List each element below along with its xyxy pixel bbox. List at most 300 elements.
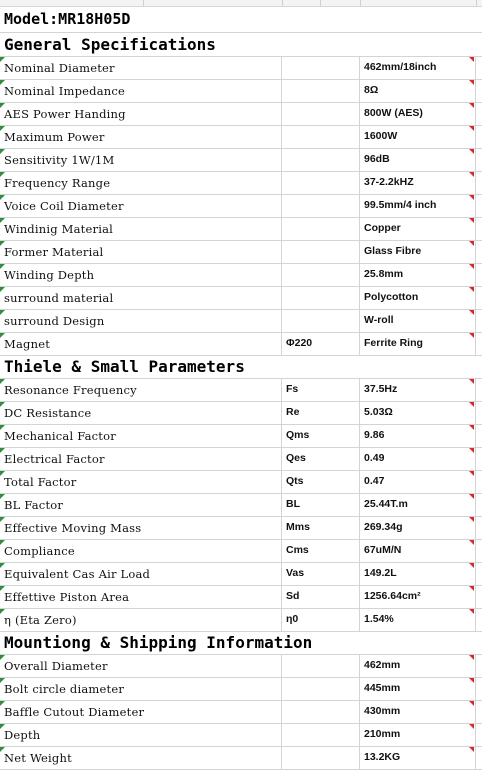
spec-label: Overall Diameter (4, 659, 108, 673)
spec-symbol-cell[interactable] (282, 540, 360, 562)
comment-indicator-icon (469, 425, 474, 430)
spec-row[interactable] (0, 678, 482, 701)
empty-cell[interactable] (476, 448, 482, 470)
spec-symbol-cell[interactable] (282, 609, 360, 631)
spec-value: 800W (AES) (364, 107, 423, 119)
spec-symbol-cell[interactable] (282, 103, 360, 125)
spec-label: Total Factor (4, 475, 77, 489)
error-indicator-icon (0, 517, 5, 522)
spec-symbol-cell[interactable] (282, 149, 360, 171)
spec-symbol (282, 107, 286, 119)
comment-indicator-icon (469, 724, 474, 729)
spec-row[interactable] (0, 264, 482, 287)
spec-row[interactable] (0, 241, 482, 264)
spec-symbol-cell[interactable] (282, 494, 360, 516)
spec-value-cell[interactable] (360, 310, 476, 332)
error-indicator-icon (0, 287, 5, 292)
spec-row[interactable] (0, 540, 482, 563)
spec-label-cell[interactable] (0, 149, 282, 171)
spec-label: surround Design (4, 314, 105, 328)
spec-symbol-cell[interactable] (282, 218, 360, 240)
empty-cell[interactable] (476, 195, 482, 217)
spec-label: DC Resistance (4, 406, 92, 420)
comment-indicator-icon (469, 57, 474, 62)
spec-symbol (282, 314, 286, 326)
spec-symbol (282, 291, 286, 303)
spec-symbol: Fs (286, 383, 299, 395)
spec-symbol: Cms (286, 544, 309, 556)
spec-symbol-cell[interactable] (282, 425, 360, 447)
spec-symbol-cell[interactable] (282, 195, 360, 217)
error-indicator-icon (0, 310, 5, 315)
error-indicator-icon (0, 678, 5, 683)
spec-symbol: Vas (286, 567, 305, 579)
spec-label: Bolt circle diameter (4, 682, 125, 696)
empty-cell[interactable] (476, 701, 482, 723)
spec-row[interactable] (0, 701, 482, 724)
error-indicator-icon (0, 724, 5, 729)
spec-label: η (Eta Zero) (4, 613, 77, 627)
spec-value: W-roll (364, 314, 394, 326)
spec-row[interactable] (0, 425, 482, 448)
spec-label: Baffle Cutout Diameter (4, 705, 145, 719)
empty-cell[interactable] (476, 333, 482, 355)
spec-label-cell[interactable] (0, 494, 282, 516)
spec-label-cell[interactable] (0, 80, 282, 102)
spec-row[interactable] (0, 609, 482, 632)
spec-label-cell[interactable] (0, 218, 282, 240)
spec-label: Sensitivity 1W/1M (4, 153, 115, 167)
comment-indicator-icon (469, 264, 474, 269)
spec-label: Mechanical Factor (4, 429, 116, 443)
model-title[interactable] (0, 8, 482, 32)
spec-label: Frequency Range (4, 176, 111, 190)
column-header-strip (0, 0, 482, 7)
spec-label-cell[interactable] (0, 540, 282, 562)
spec-label-cell[interactable] (0, 586, 282, 608)
spec-label: BL Factor (4, 498, 64, 512)
spec-row[interactable] (0, 287, 482, 310)
spec-symbol (282, 728, 286, 740)
spec-label-cell[interactable] (0, 402, 282, 424)
empty-cell[interactable] (476, 540, 482, 562)
comment-indicator-icon (469, 563, 474, 568)
error-indicator-icon (0, 586, 5, 591)
spec-row[interactable] (0, 517, 482, 540)
spec-symbol-cell[interactable] (282, 126, 360, 148)
error-indicator-icon (0, 609, 5, 614)
empty-cell[interactable] (476, 172, 482, 194)
spec-value-cell[interactable] (360, 241, 476, 263)
spec-symbol-cell[interactable] (282, 379, 360, 401)
spec-symbol: BL (286, 498, 300, 510)
spec-row[interactable] (0, 218, 482, 241)
error-indicator-icon (0, 333, 5, 338)
comment-indicator-icon (469, 172, 474, 177)
spec-label-cell[interactable] (0, 126, 282, 148)
spec-value-cell[interactable] (360, 586, 476, 608)
error-indicator-icon (0, 103, 5, 108)
spec-value-cell[interactable] (360, 402, 476, 424)
spec-row[interactable] (0, 333, 482, 356)
spec-symbol (282, 61, 286, 73)
comment-indicator-icon (469, 701, 474, 706)
spec-symbol: η0 (286, 613, 299, 625)
empty-cell[interactable] (476, 655, 482, 677)
spec-symbol (282, 153, 286, 165)
section-heading-row[interactable] (0, 34, 482, 57)
comment-indicator-icon (469, 448, 474, 453)
spec-value-cell[interactable] (360, 609, 476, 631)
section-heading: Mountiong & Shipping Information (4, 633, 313, 652)
error-indicator-icon (0, 425, 5, 430)
spec-symbol-cell[interactable] (282, 310, 360, 332)
spec-label: Winding Depth (4, 268, 95, 282)
spec-label-cell[interactable] (0, 172, 282, 194)
error-indicator-icon (0, 655, 5, 660)
spec-value: 5.03Ω (364, 406, 393, 418)
spec-label: Effettive Piston Area (4, 590, 130, 604)
spec-value: 8Ω (364, 84, 379, 96)
spec-symbol (282, 84, 286, 96)
spec-value: 430mm (364, 705, 401, 717)
error-indicator-icon (0, 448, 5, 453)
error-indicator-icon (0, 126, 5, 131)
spec-label: Resonance Frequency (4, 383, 137, 397)
spec-symbol (282, 751, 286, 763)
error-indicator-icon (0, 264, 5, 269)
spec-label-cell[interactable] (0, 264, 282, 286)
spec-label: Compliance (4, 544, 75, 558)
spec-value-cell[interactable] (360, 563, 476, 585)
spec-row[interactable] (0, 103, 482, 126)
comment-indicator-icon (469, 287, 474, 292)
spec-value: Ferrite Ring (364, 337, 423, 349)
spec-symbol-cell[interactable] (282, 333, 360, 355)
spec-value: 149.2L (364, 567, 397, 579)
spec-symbol: Qts (286, 475, 304, 487)
spec-label: Electrical Factor (4, 452, 105, 466)
empty-cell[interactable] (476, 494, 482, 516)
spec-row[interactable] (0, 448, 482, 471)
spec-label-cell[interactable] (0, 103, 282, 125)
section-heading: General Specifications (4, 35, 216, 54)
empty-cell[interactable] (476, 241, 482, 263)
spec-value-cell[interactable] (360, 448, 476, 470)
spec-label-cell[interactable] (0, 747, 282, 769)
error-indicator-icon (0, 701, 5, 706)
spec-value: 462mm/18inch (364, 61, 437, 73)
spec-symbol-cell[interactable] (282, 701, 360, 723)
comment-indicator-icon (469, 218, 474, 223)
spec-label: Former Material (4, 245, 104, 259)
error-indicator-icon (0, 402, 5, 407)
spec-symbol: Φ220 (286, 337, 313, 349)
spec-row[interactable] (0, 402, 482, 425)
error-indicator-icon (0, 57, 5, 62)
section-heading: Thiele & Small Parameters (4, 357, 245, 376)
spec-row[interactable] (0, 80, 482, 103)
spec-label-cell[interactable] (0, 310, 282, 332)
spec-label-cell[interactable] (0, 333, 282, 355)
spec-value-cell[interactable] (360, 195, 476, 217)
section-heading-cell[interactable] (0, 632, 482, 654)
spec-label: Voice Coil Diameter (4, 199, 124, 213)
spec-value: 1256.64cm² (364, 590, 421, 602)
spec-label: Nominal Impedance (4, 84, 126, 98)
spec-value-cell[interactable] (360, 471, 476, 493)
spec-value-cell[interactable] (360, 701, 476, 723)
spec-label-cell[interactable] (0, 241, 282, 263)
spec-row[interactable] (0, 149, 482, 172)
spec-value: 37.5Hz (364, 383, 398, 395)
error-indicator-icon (0, 540, 5, 545)
spec-symbol-cell[interactable] (282, 264, 360, 286)
spec-value: 1.54% (364, 613, 394, 625)
spec-label-cell[interactable] (0, 425, 282, 447)
spec-value-cell[interactable] (360, 517, 476, 539)
spec-value-cell[interactable] (360, 425, 476, 447)
spec-label-cell[interactable] (0, 517, 282, 539)
spec-symbol-cell[interactable] (282, 563, 360, 585)
empty-cell[interactable] (476, 103, 482, 125)
empty-cell[interactable] (476, 379, 482, 401)
error-indicator-icon (0, 494, 5, 499)
spec-value: 210mm (364, 728, 401, 740)
spec-symbol (282, 245, 286, 257)
spec-symbol (282, 130, 286, 142)
spec-label-cell[interactable] (0, 448, 282, 470)
spec-value: 269.34g (364, 521, 403, 533)
spec-value: 37-2.2kHZ (364, 176, 414, 188)
spec-value: 99.5mm/4 inch (364, 199, 437, 211)
spec-row[interactable] (0, 310, 482, 333)
section-heading-cell[interactable] (0, 356, 482, 378)
spec-label: AES Power Handing (4, 107, 126, 121)
spec-label: Nominal Diameter (4, 61, 115, 75)
spec-value-cell[interactable] (360, 333, 476, 355)
spec-symbol-cell[interactable] (282, 402, 360, 424)
spec-label-cell[interactable] (0, 57, 282, 79)
spec-value-cell[interactable] (360, 80, 476, 102)
empty-cell[interactable] (476, 218, 482, 240)
spec-value-cell[interactable] (360, 57, 476, 79)
spec-symbol: Qms (286, 429, 310, 441)
spec-label: Equivalent Cas Air Load (4, 567, 151, 581)
spec-row[interactable] (0, 471, 482, 494)
spec-label-cell[interactable] (0, 287, 282, 309)
column-divider (282, 0, 283, 6)
spec-value-cell[interactable] (360, 379, 476, 401)
spec-row[interactable] (0, 494, 482, 517)
empty-cell[interactable] (476, 402, 482, 424)
spec-symbol-cell[interactable] (282, 471, 360, 493)
empty-cell[interactable] (476, 264, 482, 286)
spec-symbol (282, 659, 286, 671)
comment-indicator-icon (469, 333, 474, 338)
spec-value-cell[interactable] (360, 655, 476, 677)
spec-value-cell[interactable] (360, 149, 476, 171)
spec-symbol-cell[interactable] (282, 724, 360, 746)
spec-label: Windinig Material (4, 222, 114, 236)
empty-cell[interactable] (476, 126, 482, 148)
spec-label: Effective Moving Mass (4, 521, 142, 535)
comment-indicator-icon (469, 241, 474, 246)
empty-cell[interactable] (476, 678, 482, 700)
error-indicator-icon (0, 195, 5, 200)
spec-label-cell[interactable] (0, 379, 282, 401)
spec-symbol-cell[interactable] (282, 287, 360, 309)
spec-label: Net Weight (4, 751, 72, 765)
spec-symbol: Qes (286, 452, 306, 464)
section-heading-cell[interactable] (0, 34, 482, 56)
spec-label-cell[interactable] (0, 563, 282, 585)
empty-cell[interactable] (476, 287, 482, 309)
spec-symbol: Mms (286, 521, 310, 533)
spec-value: 25.8mm (364, 268, 404, 280)
column-divider (476, 0, 477, 6)
spec-value-cell[interactable] (360, 172, 476, 194)
comment-indicator-icon (469, 609, 474, 614)
spec-value-cell[interactable] (360, 126, 476, 148)
spec-symbol (282, 176, 286, 188)
empty-cell[interactable] (476, 517, 482, 539)
spec-symbol: Re (286, 406, 300, 418)
comment-indicator-icon (469, 586, 474, 591)
spec-label-cell[interactable] (0, 724, 282, 746)
empty-cell[interactable] (476, 149, 482, 171)
comment-indicator-icon (469, 402, 474, 407)
spec-value: 462mm (364, 659, 401, 671)
empty-cell[interactable] (476, 586, 482, 608)
spec-value-cell[interactable] (360, 724, 476, 746)
spec-label-cell[interactable] (0, 195, 282, 217)
spec-symbol: Sd (286, 590, 300, 602)
comment-indicator-icon (469, 80, 474, 85)
section-heading-row[interactable] (0, 356, 482, 379)
spec-symbol-cell[interactable] (282, 241, 360, 263)
spec-value: 67uM/N (364, 544, 402, 556)
spec-symbol-cell[interactable] (282, 172, 360, 194)
spec-label: Magnet (4, 337, 51, 351)
error-indicator-icon (0, 747, 5, 752)
spec-symbol-cell[interactable] (282, 678, 360, 700)
error-indicator-icon (0, 471, 5, 476)
empty-cell[interactable] (476, 310, 482, 332)
error-indicator-icon (0, 149, 5, 154)
empty-cell[interactable] (476, 747, 482, 769)
spec-value-cell[interactable] (360, 218, 476, 240)
spec-label: Maximum Power (4, 130, 105, 144)
spec-symbol-cell[interactable] (282, 655, 360, 677)
spec-value: 0.47 (364, 475, 385, 487)
spec-label-cell[interactable] (0, 655, 282, 677)
spec-row[interactable] (0, 57, 482, 80)
spec-symbol-cell[interactable] (282, 80, 360, 102)
spec-symbol (282, 199, 286, 211)
spec-label-cell[interactable] (0, 701, 282, 723)
comment-indicator-icon (469, 379, 474, 384)
spec-row[interactable] (0, 724, 482, 747)
title-row[interactable] (0, 8, 482, 33)
comment-indicator-icon (469, 655, 474, 660)
section-heading-row[interactable] (0, 632, 482, 655)
spec-value: 13.2KG (364, 751, 401, 763)
comment-indicator-icon (469, 195, 474, 200)
spec-value-cell[interactable] (360, 287, 476, 309)
model-title-text: Model:MR18H05D (4, 10, 131, 28)
error-indicator-icon (0, 172, 5, 177)
spec-symbol-cell[interactable] (282, 57, 360, 79)
spec-row[interactable] (0, 747, 482, 770)
spec-value-cell[interactable] (360, 747, 476, 769)
empty-cell[interactable] (476, 57, 482, 79)
spec-symbol-cell[interactable] (282, 517, 360, 539)
empty-cell[interactable] (476, 471, 482, 493)
spec-row[interactable] (0, 195, 482, 218)
spec-value: 0.49 (364, 452, 385, 464)
spec-value: 96dB (364, 153, 390, 165)
spec-symbol (282, 705, 286, 717)
error-indicator-icon (0, 80, 5, 85)
spec-symbol (282, 268, 286, 280)
spec-row[interactable] (0, 172, 482, 195)
spec-label-cell[interactable] (0, 678, 282, 700)
spec-row[interactable] (0, 379, 482, 402)
spec-symbol-cell[interactable] (282, 747, 360, 769)
column-divider (360, 0, 361, 6)
column-divider (143, 0, 144, 6)
spec-row[interactable] (0, 586, 482, 609)
spec-value-cell[interactable] (360, 103, 476, 125)
spec-value-cell[interactable] (360, 494, 476, 516)
empty-cell[interactable] (476, 80, 482, 102)
spec-symbol-cell[interactable] (282, 448, 360, 470)
comment-indicator-icon (469, 471, 474, 476)
comment-indicator-icon (469, 494, 474, 499)
empty-cell[interactable] (476, 609, 482, 631)
spec-value: 25.44T.m (364, 498, 408, 510)
spec-row[interactable] (0, 126, 482, 149)
spec-value: 1600W (364, 130, 398, 142)
spec-row[interactable] (0, 563, 482, 586)
empty-cell[interactable] (476, 425, 482, 447)
error-indicator-icon (0, 563, 5, 568)
comment-indicator-icon (469, 103, 474, 108)
spec-label-cell[interactable] (0, 471, 282, 493)
spec-value: 445mm (364, 682, 401, 694)
comment-indicator-icon (469, 149, 474, 154)
spec-symbol (282, 682, 286, 694)
empty-cell[interactable] (476, 724, 482, 746)
error-indicator-icon (0, 379, 5, 384)
spec-label-cell[interactable] (0, 609, 282, 631)
comment-indicator-icon (469, 126, 474, 131)
comment-indicator-icon (469, 310, 474, 315)
comment-indicator-icon (469, 517, 474, 522)
spec-value: Copper (364, 222, 401, 234)
comment-indicator-icon (469, 540, 474, 545)
spec-value-cell[interactable] (360, 540, 476, 562)
spec-value-cell[interactable] (360, 264, 476, 286)
spec-value-cell[interactable] (360, 678, 476, 700)
spec-value: Polycotton (364, 291, 419, 303)
spec-row[interactable] (0, 655, 482, 678)
column-divider (320, 0, 321, 6)
spec-symbol-cell[interactable] (282, 586, 360, 608)
spec-label: Depth (4, 728, 41, 742)
empty-cell[interactable] (476, 563, 482, 585)
